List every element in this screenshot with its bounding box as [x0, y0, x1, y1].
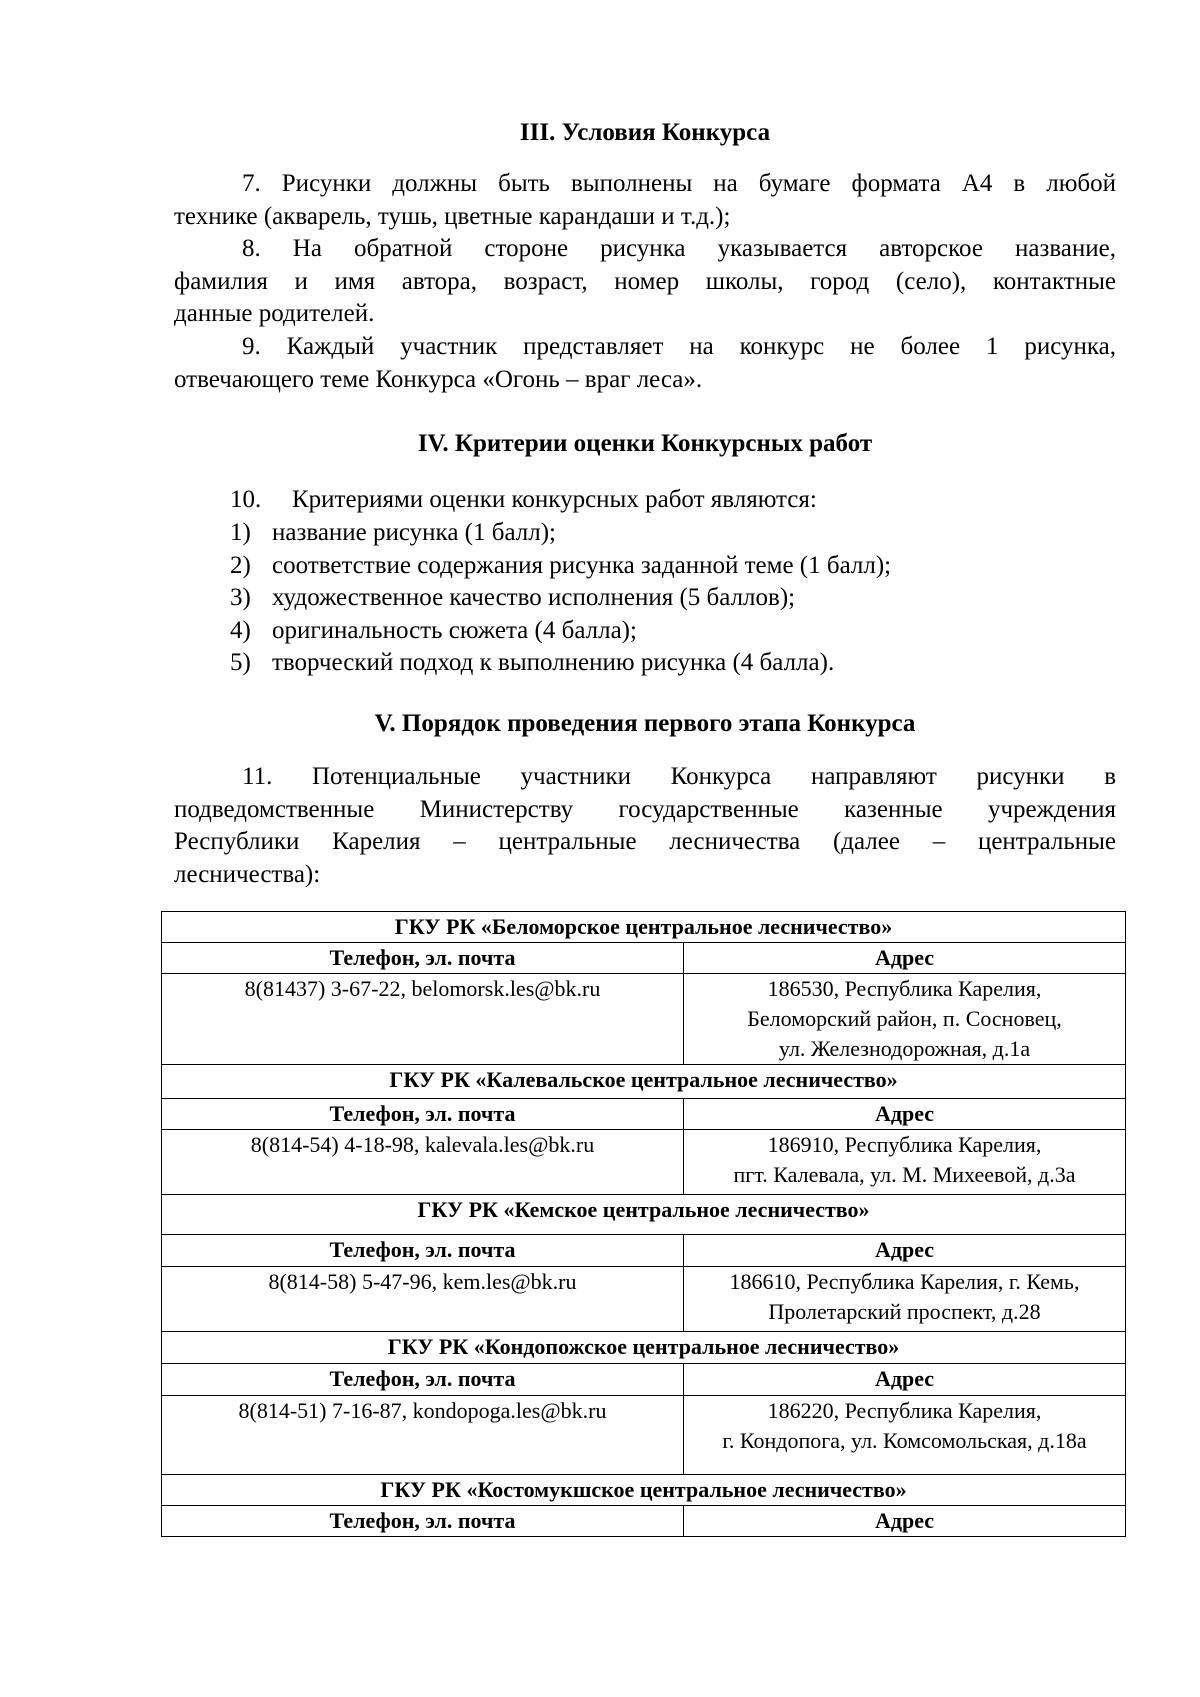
column-header-phone: Телефон, эл. почта: [162, 1364, 684, 1396]
org-name: ГКУ РК «Костомукшское центральное лесничество»: [162, 1475, 1126, 1506]
criteria-intro-number: 10.: [230, 486, 262, 513]
paragraph-8: [174, 233, 1116, 331]
criteria-item-text: художественное качество исполнения (5 баллов);: [272, 584, 796, 611]
criteria-item-number: 4): [230, 617, 251, 644]
org-name: ГКУ РК «Кондопожское центральное лесничество»: [162, 1332, 1126, 1364]
paragraph-11-line-3: Республики Карелия – центральные лесничества (далее – центральные: [174, 828, 1116, 855]
paragraph-7: [174, 168, 1116, 233]
criteria-item-text: соответствие содержания рисунка заданной теме (1 балл);: [272, 552, 892, 579]
criteria-item-text: название рисунка (1 балл);: [272, 519, 556, 546]
org-name: ГКУ РК «Кемское центральное лесничество»: [162, 1195, 1126, 1235]
forestry-contacts-table: [161, 911, 1126, 1537]
org-phone: 8(814-58) 5-47-96, kem.les@bk.ru: [162, 1267, 684, 1332]
org-name: ГКУ РК «Беломорское центральное лесничество»: [162, 912, 1126, 943]
org-name: ГКУ РК «Калевальское центральное лесничество»: [162, 1065, 1126, 1099]
paragraph-8-line-1: 8. На обратной стороне рисунка указывается авторское название,: [242, 235, 1116, 262]
org-address: 186910, Республика Карелия, пгт. Калевала, ул. М. Михеевой, д.3а: [684, 1130, 1126, 1195]
section-5-title: V. Порядок проведения первого этапа Конкурса: [374, 710, 916, 737]
paragraph-9-line-2: отвечающего теме Конкурса «Огонь – враг леса».: [174, 365, 703, 393]
column-header-address: Адрес: [684, 1364, 1126, 1396]
org-address: 186220, Республика Карелия, г. Кондопога, ул. Комсомольская, д.18а: [684, 1396, 1126, 1475]
criteria-item-number: 1): [230, 519, 251, 546]
criteria-item-number: 2): [230, 552, 251, 579]
org-phone: 8(81437) 3-67-22, belomorsk.les@bk.ru: [162, 974, 684, 1065]
paragraph-11-line-2: подведомственные Министерству государственные казенные учреждения: [174, 795, 1116, 823]
section-4-title: IV. Критерии оценки Конкурсных работ: [417, 430, 873, 457]
paragraph-11-line-4: лесничества):: [174, 860, 321, 888]
column-header-phone: Телефон, эл. почта: [162, 1506, 684, 1537]
criteria-item: [230, 582, 795, 615]
org-phone: 8(814-51) 7-16-87, kondopoga.les@bk.ru: [162, 1396, 684, 1475]
paragraph-11-line-1: 11. Потенциальные участники Конкурса направляют рисунки в: [242, 763, 1116, 790]
criteria-intro-text: Критериями оценки конкурсных работ являются:: [292, 486, 817, 513]
criteria-item-number: 5): [230, 649, 251, 676]
paragraph-8-line-3: данные родителей.: [174, 300, 375, 327]
criteria-item: [230, 647, 834, 680]
criteria-item: [230, 550, 891, 583]
paragraph-11: [174, 761, 1116, 891]
org-address: 186530, Республика Карелия, Беломорский район, п. Сосновец, ул. Железнодорожная, д.1а: [684, 974, 1126, 1065]
criteria-item-text: творческий подход к выполнению рисунка (4 балла).: [272, 649, 835, 676]
org-address: 186610, Республика Карелия, г. Кемь, Пролетарский проспект, д.28: [684, 1267, 1126, 1332]
criteria-item: [230, 615, 637, 648]
criteria-item-text: оригинальность сюжета (4 балла);: [272, 617, 637, 644]
paragraph-8-line-2: фамилия и имя автора, возраст, номер школы, город (село), контактные: [174, 267, 1116, 295]
paragraph-7-line-1: 7. Рисунки должны быть выполнены на бумаге формата А4 в любой: [242, 170, 1116, 197]
paragraph-7-line-2: технике (акварель, тушь, цветные карандаши и т.д.);: [174, 202, 731, 230]
column-header-address: Адрес: [684, 1506, 1126, 1537]
column-header-address: Адрес: [684, 943, 1126, 974]
column-header-address: Адрес: [684, 1235, 1126, 1267]
column-header-phone: Телефон, эл. почта: [162, 943, 684, 974]
criteria-item-number: 3): [230, 584, 251, 611]
column-header-phone: Телефон, эл. почта: [162, 1099, 684, 1130]
paragraph-9-line-1: 9. Каждый участник представляет на конкурс не более 1 рисунка,: [242, 333, 1116, 360]
org-phone: 8(814-54) 4-18-98, kalevala.les@bk.ru: [162, 1130, 684, 1195]
column-header-phone: Телефон, эл. почта: [162, 1235, 684, 1267]
section-3-title: III. Условия Конкурса: [519, 119, 771, 146]
column-header-address: Адрес: [684, 1099, 1126, 1130]
criteria-item: [230, 517, 556, 550]
paragraph-9: [174, 331, 1116, 396]
criteria-intro: [230, 484, 817, 517]
